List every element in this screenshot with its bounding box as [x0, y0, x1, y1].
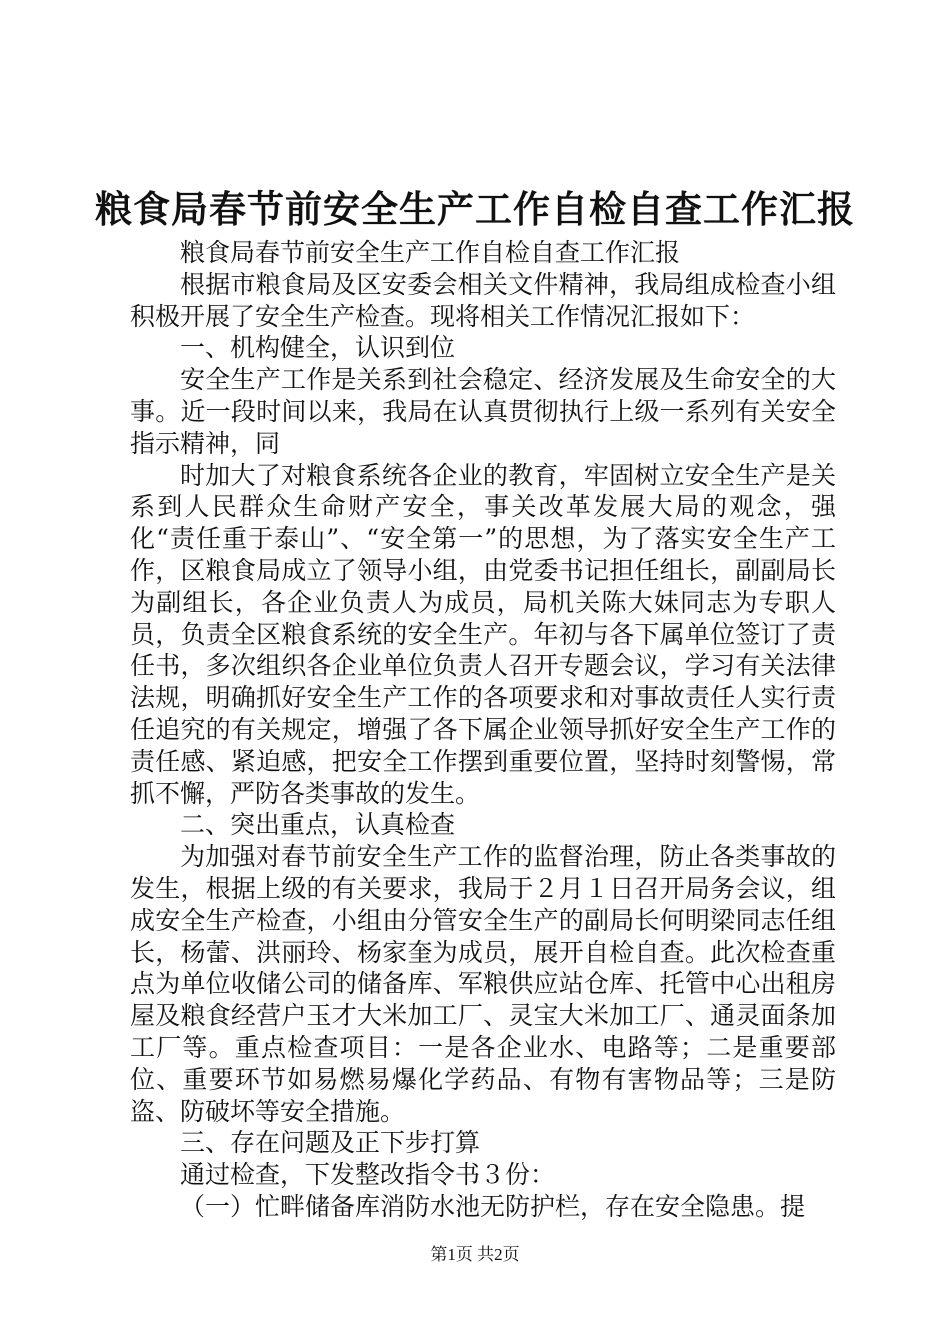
document-body: [130, 237, 836, 1223]
body-paragraph: （一）忙畔储备库消防水池无防护栏，存在安全隐患。提: [180, 1191, 806, 1221]
section-heading-2: 二、突出重点，认真检查: [180, 810, 456, 840]
intro-paragraph: 根据市粮食局及区安委会相关文件精神，我局组成检查小组积极开展了安全生产检查。现将相关工作情况汇报如下：: [130, 269, 836, 331]
subtitle-paragraph: 粮食局春节前安全生产工作自检自查工作汇报: [180, 238, 681, 267]
section-heading-1: 一、机构健全，认识到位: [180, 333, 456, 363]
body-paragraph: 为加强对春节前安全生产工作的监督治理，防止各类事故的发生，根据上级的有关要求，我局于２月１日召开局务会议，组成安全生产检查，小组由分管安全生产的副局长何明梁同志任组长，杨蕾、洪丽玲、杨家奎为成员，展开自检自查。此次检查重点为单位收储公司的储备库、军粮供应站仓库、托管中心出租房屋及粮食经营户玉才大米加工厂、灵宝大米加工厂、通灵面条加工厂等。重点检查项目：一是各企业水、电路等；二是重要部位、重要环节如易燃易爆化学药品、有物有害物品等；三是防盗、防破坏等安全措施。: [130, 842, 836, 1126]
section-heading-3: 三、存在问题及正下步打算: [180, 1128, 481, 1158]
body-paragraph: 时加大了对粮食系统各企业的教育，牢固树立安全生产是关系到人民群众生命财产安全，事关改革发展大局的观念，强化“责任重于泰山”、“安全第一”的思想，为了落实安全生产工作，区粮食局成立了领导小组，由党委书记担任组长，副副局长为副组长，各企业负责人为成员，局机关陈大妹同志为专职人员，负责全区粮食系统的安全生产。年初与各下属单位签订了责任书，多次组织各企业单位负责人召开专题会议，学习有关法律法规，明确抓好安全生产工作的各项要求和对事故责任人实行责任追究的有关规定，增强了各下属企业领导抓好安全生产工作的责任感、紧迫感，把安全工作摆到重要位置，坚持时刻警惕，常抓不懈，严防各类事故的发生。: [130, 460, 836, 808]
page-footer: 第1页 共2页: [430, 1245, 520, 1264]
body-paragraph: 通过检查，下发整改指令书３份：: [180, 1160, 556, 1190]
body-paragraph: 安全生产工作是关系到社会稳定、经济发展及生命安全的大事。近一段时间以来，我局在认真贯彻执行上级一系列有关安全指示精神，同: [130, 365, 836, 458]
document-title: 粮食局春节前安全生产工作自检自查工作汇报: [95, 188, 855, 231]
